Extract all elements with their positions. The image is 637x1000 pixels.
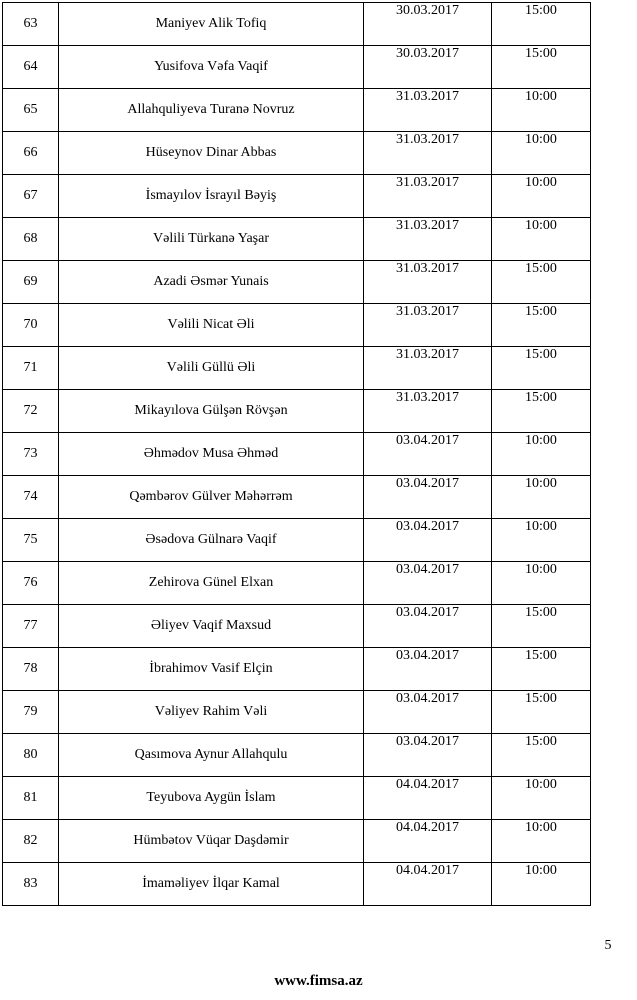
row-name-cell: Zehirova Günel Elxan (59, 562, 364, 605)
row-number-cell: 82 (3, 820, 59, 863)
table-row (3, 132, 591, 175)
row-name-cell: Vəliyev Rahim Vəli (59, 691, 364, 734)
table-row (3, 562, 591, 605)
row-time-cell: 10:00 (492, 562, 591, 605)
row-time-cell: 15:00 (492, 347, 591, 390)
table-row (3, 3, 591, 46)
row-date-cell: 31.03.2017 (364, 218, 492, 261)
row-time-cell: 15:00 (492, 691, 591, 734)
schedule-table-body (3, 3, 591, 906)
row-name-cell: Yusifova Vəfa Vaqif (59, 46, 364, 89)
row-time-cell: 10:00 (492, 777, 591, 820)
row-name-cell: İsmayılov İsrayıl Bəyiş (59, 175, 364, 218)
row-number-cell: 83 (3, 863, 59, 906)
row-name-cell: İmaməliyev İlqar Kamal (59, 863, 364, 906)
table-row (3, 863, 591, 906)
row-time-cell: 15:00 (492, 261, 591, 304)
row-number-cell: 80 (3, 734, 59, 777)
row-number-cell: 73 (3, 433, 59, 476)
table-row (3, 218, 591, 261)
row-time-cell: 10:00 (492, 433, 591, 476)
row-date-cell: 31.03.2017 (364, 175, 492, 218)
row-date-cell: 30.03.2017 (364, 46, 492, 89)
row-name-cell: İbrahimov Vasif Elçin (59, 648, 364, 691)
table-row (3, 433, 591, 476)
row-time-cell: 10:00 (492, 519, 591, 562)
row-number-cell: 66 (3, 132, 59, 175)
table-row (3, 347, 591, 390)
table-row (3, 304, 591, 347)
row-number-cell: 68 (3, 218, 59, 261)
row-date-cell: 03.04.2017 (364, 562, 492, 605)
row-number-cell: 72 (3, 390, 59, 433)
row-name-cell: Əsədova Gülnarə Vaqif (59, 519, 364, 562)
row-number-cell: 70 (3, 304, 59, 347)
row-time-cell: 15:00 (492, 734, 591, 777)
table-row (3, 734, 591, 777)
row-number-cell: 64 (3, 46, 59, 89)
row-name-cell: Əliyev Vaqif Maxsud (59, 605, 364, 648)
row-date-cell: 03.04.2017 (364, 519, 492, 562)
table-row (3, 605, 591, 648)
row-date-cell: 03.04.2017 (364, 433, 492, 476)
table-row (3, 777, 591, 820)
table-row (3, 89, 591, 132)
row-time-cell: 10:00 (492, 820, 591, 863)
row-number-cell: 81 (3, 777, 59, 820)
table-row (3, 691, 591, 734)
row-name-cell: Hüseynov Dinar Abbas (59, 132, 364, 175)
row-date-cell: 04.04.2017 (364, 777, 492, 820)
table-row (3, 261, 591, 304)
row-number-cell: 69 (3, 261, 59, 304)
schedule-table (2, 2, 591, 906)
row-name-cell: Qasımova Aynur Allahqulu (59, 734, 364, 777)
row-date-cell: 31.03.2017 (364, 132, 492, 175)
row-time-cell: 10:00 (492, 218, 591, 261)
row-number-cell: 77 (3, 605, 59, 648)
row-date-cell: 31.03.2017 (364, 89, 492, 132)
row-time-cell: 10:00 (492, 89, 591, 132)
row-date-cell: 03.04.2017 (364, 691, 492, 734)
row-name-cell: Əhmədov Musa Əhməd (59, 433, 364, 476)
row-time-cell: 15:00 (492, 605, 591, 648)
page-number: 5 (604, 938, 612, 953)
row-time-cell: 15:00 (492, 648, 591, 691)
row-number-cell: 71 (3, 347, 59, 390)
row-date-cell: 30.03.2017 (364, 3, 492, 46)
row-name-cell: Vəlili Güllü Əli (59, 347, 364, 390)
row-date-cell: 31.03.2017 (364, 347, 492, 390)
row-name-cell: Teyubova Aygün İslam (59, 777, 364, 820)
row-name-cell: Hümbətov Vüqar Daşdəmir (59, 820, 364, 863)
row-date-cell: 04.04.2017 (364, 820, 492, 863)
row-time-cell: 15:00 (492, 3, 591, 46)
row-date-cell: 03.04.2017 (364, 734, 492, 777)
row-name-cell: Vəlili Türkanə Yaşar (59, 218, 364, 261)
table-row (3, 390, 591, 433)
row-name-cell: Qəmbərov Gülver Məhərrəm (59, 476, 364, 519)
row-time-cell: 10:00 (492, 132, 591, 175)
row-number-cell: 65 (3, 89, 59, 132)
row-time-cell: 10:00 (492, 476, 591, 519)
row-number-cell: 78 (3, 648, 59, 691)
row-date-cell: 03.04.2017 (364, 605, 492, 648)
table-row (3, 46, 591, 89)
table-row (3, 476, 591, 519)
row-number-cell: 74 (3, 476, 59, 519)
row-time-cell: 15:00 (492, 46, 591, 89)
table-row (3, 820, 591, 863)
table-row (3, 648, 591, 691)
row-date-cell: 04.04.2017 (364, 863, 492, 906)
row-name-cell: Mikayılova Gülşən Rövşən (59, 390, 364, 433)
row-time-cell: 10:00 (492, 175, 591, 218)
row-time-cell: 15:00 (492, 390, 591, 433)
row-number-cell: 79 (3, 691, 59, 734)
row-number-cell: 63 (3, 3, 59, 46)
row-name-cell: Azadi Əsmər Yunais (59, 261, 364, 304)
row-number-cell: 67 (3, 175, 59, 218)
row-name-cell: Vəlili Nicat Əli (59, 304, 364, 347)
footer-website-url: www.fimsa.az (274, 973, 363, 989)
row-number-cell: 75 (3, 519, 59, 562)
table-row (3, 519, 591, 562)
row-date-cell: 03.04.2017 (364, 476, 492, 519)
row-time-cell: 10:00 (492, 863, 591, 906)
row-time-cell: 15:00 (492, 304, 591, 347)
row-date-cell: 03.04.2017 (364, 648, 492, 691)
row-date-cell: 31.03.2017 (364, 261, 492, 304)
row-date-cell: 31.03.2017 (364, 304, 492, 347)
row-name-cell: Allahquliyeva Turanə Novruz (59, 89, 364, 132)
row-date-cell: 31.03.2017 (364, 390, 492, 433)
table-row (3, 175, 591, 218)
row-number-cell: 76 (3, 562, 59, 605)
row-name-cell: Maniyev Alik Tofiq (59, 3, 364, 46)
